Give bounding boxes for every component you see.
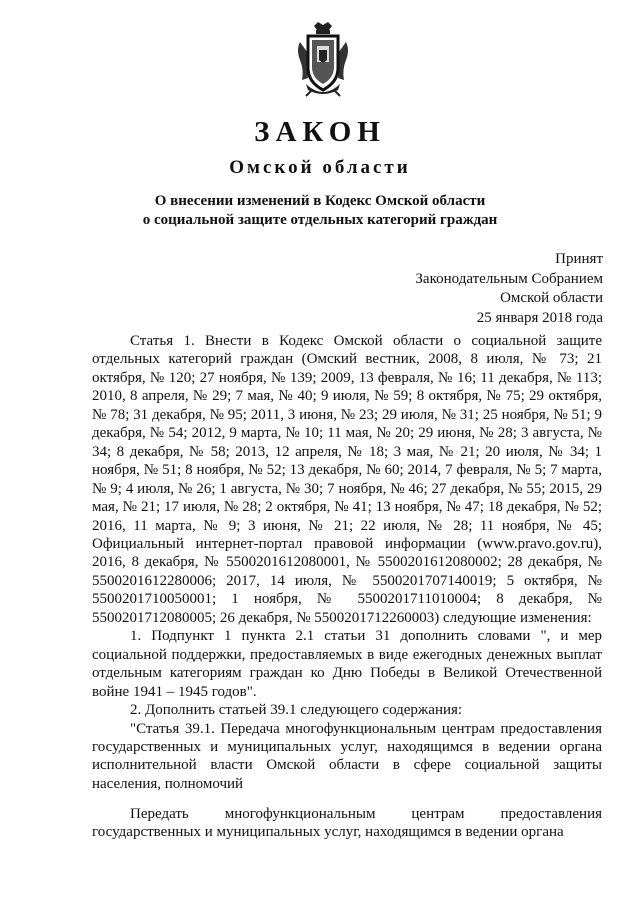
amendment-item-2: 2. Дополнить статьей 39.1 следующего содержания: bbox=[130, 702, 463, 719]
subject-line: о социальной защите отдельных категорий граждан bbox=[142, 212, 498, 228]
document-body-continued bbox=[92, 805, 602, 842]
article-39-1-text: Передать многофункциональным центрам предоставления государственных и муниципальных услуг, находящимся в ведении органа bbox=[92, 806, 602, 841]
document-subject bbox=[0, 192, 640, 230]
article-39-1-heading: "Статья 39.1. Передача многофункциональным центрам предоставления государственных и муниципальных услуг, находящимся в ведении органа исполнительной власти Омской области в сфере социальной защиты населения, полномочий bbox=[92, 720, 602, 792]
adoption-line: Законодательным Собранием bbox=[415, 270, 603, 287]
document-body bbox=[92, 332, 602, 793]
adoption-block bbox=[415, 250, 603, 328]
amendment-item-1: 1. Подпункт 1 пункта 2.1 статьи 31 дополнить словами ", и мер социальной поддержки, предоставляемых в виде ежегодных денежных выплат отдельным категориям граждан ко Дню Победы в Великой Отечественной войне 1941 – 1945 годов". bbox=[92, 628, 602, 700]
document-title: ЗАКОН bbox=[254, 116, 386, 148]
subject-line: О внесении изменений в Кодекс Омской области bbox=[154, 193, 486, 209]
adoption-date: 25 января 2018 года bbox=[476, 309, 603, 326]
adoption-line: Принят bbox=[555, 251, 603, 267]
document-region: Омской области bbox=[229, 157, 411, 178]
coat-of-arms-icon bbox=[294, 20, 352, 98]
article-1-paragraph: Статья 1. Внести в Кодекс Омской области о социальной защите отдельных категорий граждан (Омский вестник, 2008, 8 июля, № 73; 21 октября, № 120; 27 ноября, № 139; 2009, 13 февраля, № 16; 11 декабря, № 113; 2010, 8 апреля, № 29; 7 мая, № 40; 9 июля, № 59; 8 октября, № 75; 29 октября, № 78; 31 декабря, № 95; 2011, 3 июня, № 23; 29 июля, № 31; 25 ноября, № 51; 9 декабря, № 54; 2012, 9 марта, № 10; 11 мая, № 20; 29 июня, № 28; 3 августа, № 34; 8 декабря, № 58; 2013, 12 апреля, № 18; 3 мая, № 21; 20 июля, № 34; 1 ноября, № 51; 8 ноября, № 52; 13 декабря, № 60; 2014, 7 февраля, № 5; 7 марта, № 9; 4 июля, № 26; 1 августа, № 30; 7 ноября, № 46; 27 декабря, № 55; 2015, 29 мая, № 21; 17 июля, № 28; 2 октября, № 41; 13 ноября, № 47; 18 декабря, № 52; 2016, 11 марта, № 9; 3 июня, № 21; 22 июля, № 28; 11 ноября, № 45; Официальный интернет-портал правовой информации (www.pravo.gov.ru), 2016, 8 декабря, № 5500201612080001, № 5500201612080002; 28 декабря, № 5500201612280006; 2017, 14 июля, № 5500201707140019; 5 октября, № 5500201710050001; 1 ноября, № 5500201711010004; 8 декабря, № 5500201712080005; 26 декабря, № 5500201712260003) следующие изменения: bbox=[92, 333, 602, 626]
adoption-line: Омской области bbox=[500, 290, 603, 306]
